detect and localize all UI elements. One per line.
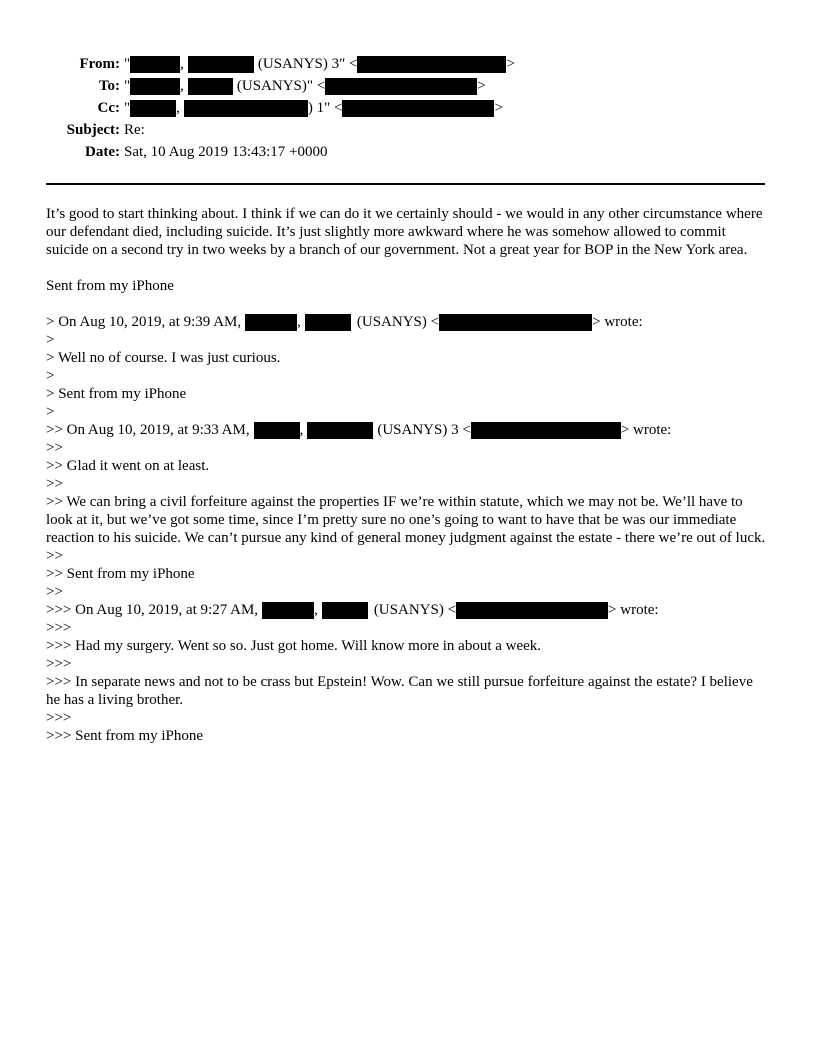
cc-separator: ,: [176, 100, 180, 116]
quote-3-signature: >>> Sent from my iPhone: [46, 728, 204, 744]
quote-2-on: >> On Aug 10, 2019, at 9:33 AM,: [46, 422, 250, 438]
email-header: [46, 53, 766, 163]
redaction-block: [471, 422, 621, 439]
quote-1-org: (USANYS) <: [356, 314, 440, 330]
quote-3-blank: >>>: [46, 620, 72, 636]
cc-close: >: [494, 100, 503, 116]
quote-2-paragraph: >> We can bring a civil forfeiture against the properties IF we’re within statute, which we may not be. We’ll have to look at it, but we’ve got some time, since I’m pretty sure no one’s going to want to have that be was our immediate reaction to his suicide. We can’t pursue any kind of general money judgment against the estate - there we’re out of luck.: [46, 494, 766, 546]
blank-line: [46, 259, 770, 277]
redaction-block: [188, 78, 233, 95]
date-row: [46, 141, 766, 163]
date-value: Sat, 10 Aug 2019 13:43:17 +0000: [124, 144, 328, 160]
quote-2-text: >> Glad it went on at least.: [46, 458, 210, 474]
cc-quote: ": [124, 100, 131, 116]
quote-2-wrote: > wrote:: [620, 422, 672, 438]
cc-row: [46, 97, 766, 119]
redaction-block: [456, 602, 608, 619]
quote-3-on: >>> On Aug 10, 2019, at 9:27 AM,: [46, 602, 259, 618]
redaction-block: [130, 100, 176, 117]
to-value: [124, 75, 486, 97]
redaction-block: [305, 314, 351, 331]
to-row: [46, 75, 766, 97]
redaction-block: [325, 78, 477, 95]
quote-3-paragraph: >>> In separate news and not to be crass but Epstein! Wow. Can we still pursue forfeiture against the estate? I believe he has a living brother.: [46, 674, 753, 708]
quote-3-blank: >>>: [46, 656, 72, 672]
quote-2-attribution: [46, 421, 770, 439]
blank-line: [46, 295, 770, 313]
redaction-block: [357, 56, 506, 73]
subject-row: [46, 119, 766, 141]
from-close: >: [506, 56, 515, 72]
quote-1-wrote: > wrote:: [592, 314, 643, 330]
quote-1-separator: ,: [297, 314, 301, 330]
redaction-block: [307, 422, 373, 439]
reply-paragraph: It’s good to start thinking about. I think if we can do it we certainly should - we would in any other circumstance where our defendant died, including suicide. It’s just slightly more awkward where he was somehow allowed to commit suicide on a second try in two weeks by a branch of our government. Not a great year for BOP in the New York area.: [46, 206, 763, 258]
quote-3-blank: >>>: [46, 710, 72, 726]
reply-signature: Sent from my iPhone: [46, 278, 174, 294]
subject-label: Subject:: [66, 122, 120, 138]
cc-label: Cc:: [97, 100, 120, 116]
redaction-block: [322, 602, 368, 619]
from-row: [46, 53, 766, 75]
quote-1-attribution: [46, 313, 770, 331]
to-separator: ,: [180, 78, 184, 94]
date-label: Date:: [85, 144, 120, 160]
cc-org: ) 1" <: [307, 100, 343, 116]
redaction-block: [188, 56, 254, 73]
email-body: [46, 205, 770, 745]
quote-1-text: > Well no of course. I was just curious.: [46, 350, 281, 366]
redaction-block: [130, 78, 180, 95]
quote-3-wrote: > wrote:: [608, 602, 659, 618]
quote-2-separator: ,: [299, 422, 304, 438]
redaction-block: [184, 100, 308, 117]
redaction-block: [262, 602, 314, 619]
redaction-block: [439, 314, 592, 331]
quote-2-org: (USANYS) 3 <: [377, 422, 471, 438]
quote-2-signature: >> Sent from my iPhone: [46, 566, 195, 582]
to-label: To:: [98, 78, 120, 94]
from-label: From:: [79, 56, 120, 72]
quote-2-blank: >>: [46, 440, 63, 456]
to-quote: ": [124, 78, 131, 94]
redaction-block: [245, 314, 297, 331]
quote-1-blank: >: [46, 404, 55, 420]
quote-1-blank: >: [46, 368, 55, 384]
subject-value: Re:: [124, 122, 145, 138]
from-org: (USANYS) 3" <: [257, 56, 358, 72]
redaction-block: [342, 100, 494, 117]
quote-1-signature: > Sent from my iPhone: [46, 386, 187, 402]
from-value: [124, 53, 515, 75]
to-close: >: [477, 78, 486, 94]
from-separator: ,: [180, 56, 184, 72]
quote-3-separator: ,: [314, 602, 318, 618]
quote-1-blank: >: [46, 332, 55, 348]
quote-3-attribution: [46, 601, 770, 619]
redaction-block: [254, 422, 300, 439]
quote-1-on: > On Aug 10, 2019, at 9:39 AM,: [46, 314, 242, 330]
to-org: (USANYS)" <: [236, 78, 326, 94]
quote-3-text: >>> Had my surgery. Went so so. Just got home. Will know more in about a week.: [46, 638, 542, 654]
quote-2-blank: >>: [46, 548, 63, 564]
quote-2-blank: >>: [46, 476, 63, 492]
cc-value: [124, 97, 503, 119]
redaction-block: [130, 56, 180, 73]
quote-2-blank: >>: [46, 584, 63, 600]
header-divider: [46, 183, 765, 185]
quote-3-org: (USANYS) <: [373, 602, 457, 618]
from-quote: ": [124, 56, 131, 72]
